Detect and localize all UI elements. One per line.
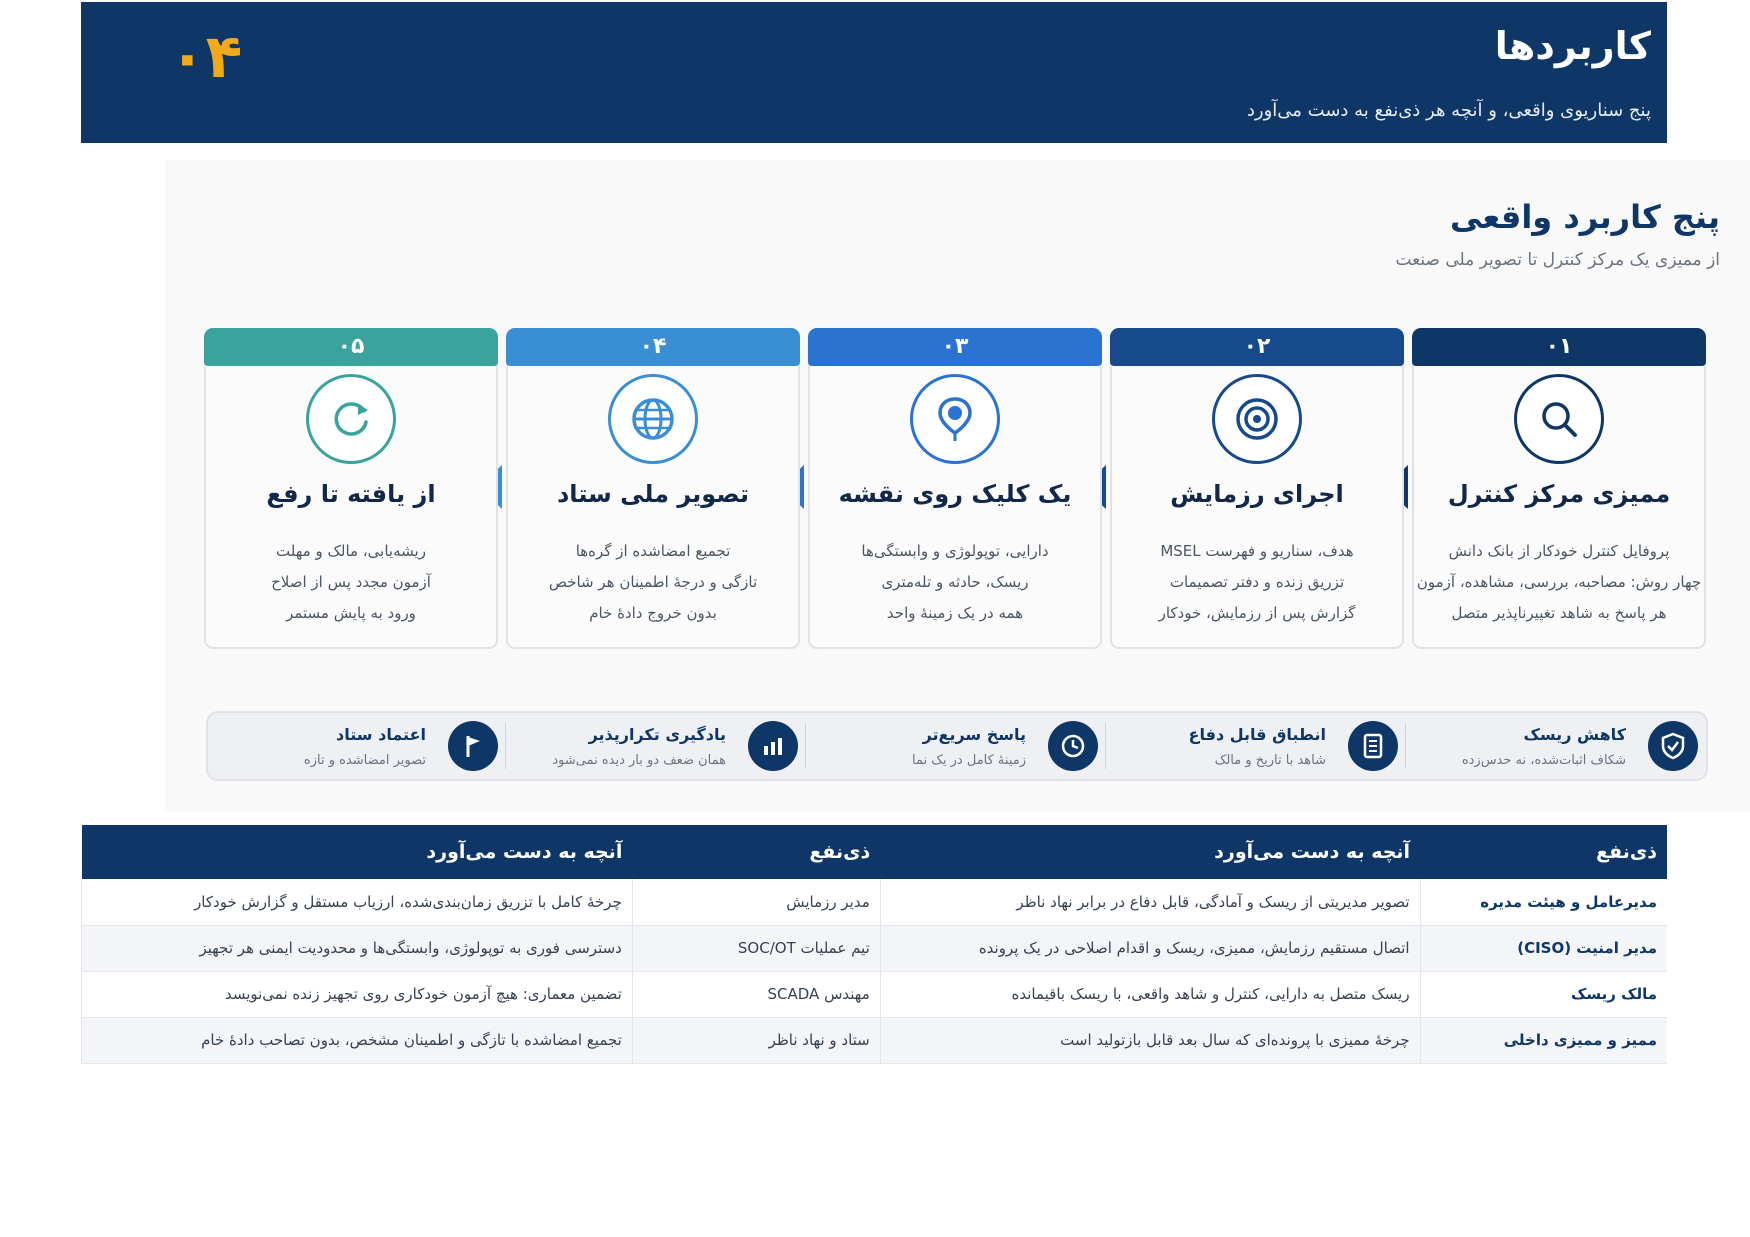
card-line: گزارش پس از رزمایش، خودکار (1158, 604, 1356, 622)
card-line: بدون خروج دادهٔ خام (589, 604, 717, 622)
column-header: آنچه به دست می‌آورد (82, 825, 633, 879)
card-line: پروفایل کنترل خودکار از بانک دانش (1448, 542, 1670, 560)
card-line: ریسک، حادثه و تله‌متری (881, 573, 1029, 591)
flag-icon (448, 721, 498, 771)
table-cell: مدیرعامل و هیئت مدیره (1420, 879, 1667, 925)
card-details (810, 536, 1100, 629)
search-icon (1514, 374, 1604, 464)
card-number: ۰۴ (506, 328, 800, 366)
header-banner (81, 2, 1667, 143)
card-line: دارایی، توپولوژی و وابستگی‌ها (861, 542, 1049, 560)
card-line: آزمون مجدد پس از اصلاح (271, 573, 431, 591)
card-line: هر پاسخ به شاهد تغییرناپذیر متصل (1451, 604, 1667, 622)
globe-icon (608, 374, 698, 464)
table-cell: تجمیع امضاشده با تازگی و اطمینان مشخص، بدون تصاحب دادهٔ خام (82, 1017, 633, 1063)
table-row (82, 1017, 1668, 1063)
table-header-row (82, 825, 1668, 879)
card-line: تجمیع امضاشده از گره‌ها (575, 542, 731, 560)
table-cell: تصویر مدیریتی از ریسک و آمادگی، قابل دفاع در برابر نهاد ناظر (880, 879, 1420, 925)
benefit-subtitle: شاهد با تاریخ و مالک (1214, 753, 1326, 768)
map-pin-icon (910, 374, 1000, 464)
benefit-subtitle: زمینهٔ کامل در یک نما (912, 753, 1026, 768)
document-icon (1348, 721, 1398, 771)
table-cell: ریسک متصل به دارایی، کنترل و شاهد واقعی، با ریسک باقیمانده (880, 971, 1420, 1017)
benefit-title: کاهش ریسک (1523, 725, 1626, 744)
use-card-remediation (204, 328, 498, 649)
use-card-audit (1412, 328, 1706, 649)
table-cell: ممیز و ممیزی داخلی (1420, 1017, 1667, 1063)
table-cell: ستاد و نهاد ناظر (632, 1017, 880, 1063)
card-details (508, 536, 798, 629)
card-line: هدف، سناریو و فهرست MSEL (1160, 542, 1354, 560)
benefits-strip (206, 711, 1708, 781)
card-details (1112, 536, 1402, 629)
page-title: کاربردها (1494, 24, 1651, 68)
card-title: تصویر ملی ستاد (556, 480, 750, 508)
benefit-risk (1406, 713, 1706, 779)
benefit-trust (206, 713, 506, 779)
benefit-title: یادگیری تکرارپذیر (588, 725, 726, 744)
card-number: ۰۱ (1412, 328, 1706, 366)
panel-subtitle: از ممیزی یک مرکز کنترل تا تصویر ملی صنعت (1395, 250, 1720, 270)
benefit-response (806, 713, 1106, 779)
table-row (82, 925, 1668, 971)
card-title: یک کلیک روی نقشه (838, 480, 1072, 508)
table-cell: تیم عملیات SOC/OT (632, 925, 880, 971)
use-card-exercise (1110, 328, 1404, 649)
use-card-national (506, 328, 800, 649)
table-cell: چرخهٔ ممیزی با پرونده‌ای که سال بعد قابل بازتولید است (880, 1017, 1420, 1063)
card-line: ورود به پایش مستمر (286, 604, 416, 622)
benefit-title: اعتماد ستاد (336, 725, 426, 744)
table-cell: دسترسی فوری به توپولوژی، وابستگی‌ها و محدودیت ایمنی هر تجهیز (82, 925, 633, 971)
card-title: اجرای رزمایش (1170, 480, 1344, 508)
target-icon (1212, 374, 1302, 464)
benefit-subtitle: شکاف اثبات‌شده، نه حدس‌زده (1461, 753, 1626, 768)
benefit-compliance (1106, 713, 1406, 779)
card-line: ریشه‌یابی، مالک و مهلت (276, 542, 426, 560)
table-cell: مهندس SCADA (632, 971, 880, 1017)
card-line: همه در یک زمینهٔ واحد (886, 604, 1024, 622)
section-number: ۰۴ (169, 22, 243, 92)
bar-chart-icon (748, 721, 798, 771)
card-number: ۰۵ (204, 328, 498, 366)
table-cell: تضمین معماری: هیچ آزمون خودکاری روی تجهیز زنده نمی‌نویسد (82, 971, 633, 1017)
card-title: از یافته تا رفع (266, 480, 436, 508)
column-header: ذی‌نفع (1420, 825, 1667, 879)
table-cell: مدیر رزمایش (632, 879, 880, 925)
column-header: ذی‌نفع (632, 825, 880, 879)
card-number: ۰۲ (1110, 328, 1404, 366)
benefit-subtitle: تصویر امضاشده و تازه (303, 753, 426, 768)
card-number: ۰۳ (808, 328, 1102, 366)
benefit-title: پاسخ سریع‌تر (922, 725, 1026, 744)
benefit-subtitle: همان ضعف دو بار دیده نمی‌شود (552, 753, 726, 768)
benefit-learning (506, 713, 806, 779)
card-title: ممیزی مرکز کنترل (1447, 480, 1671, 508)
shield-check-icon (1648, 721, 1698, 771)
table-cell: مالک ریسک (1420, 971, 1667, 1017)
table-row (82, 879, 1668, 925)
card-line: تازگی و درجهٔ اطمینان هر شاخص (548, 573, 758, 591)
card-line: چهار روش: مصاحبه، بررسی، مشاهده، آزمون (1416, 573, 1702, 591)
card-line: تزریق زنده و دفتر تصمیمات (1169, 573, 1345, 591)
table-cell: مدیر امنیت (CISO) (1420, 925, 1667, 971)
use-card-map (808, 328, 1102, 649)
page-subtitle: پنج سناریوی واقعی، و آنچه هر ذی‌نفع به دست می‌آورد (1246, 100, 1651, 121)
table-cell: چرخهٔ کامل با تزریق زمان‌بندی‌شده، ارزیاب مستقل و گزارش خودکار (82, 879, 633, 925)
panel-title: پنج کاربرد واقعی (1449, 198, 1720, 236)
refresh-icon (306, 374, 396, 464)
table-row (82, 971, 1668, 1017)
column-header: آنچه به دست می‌آورد (880, 825, 1420, 879)
table-cell: اتصال مستقیم رزمایش، ممیزی، ریسک و اقدام اصلاحی در یک پرونده (880, 925, 1420, 971)
card-details (206, 536, 496, 629)
card-details (1414, 536, 1704, 629)
clock-icon (1048, 721, 1098, 771)
stakeholder-table (81, 825, 1667, 1064)
benefit-title: انطباق قابل دفاع (1188, 725, 1326, 744)
